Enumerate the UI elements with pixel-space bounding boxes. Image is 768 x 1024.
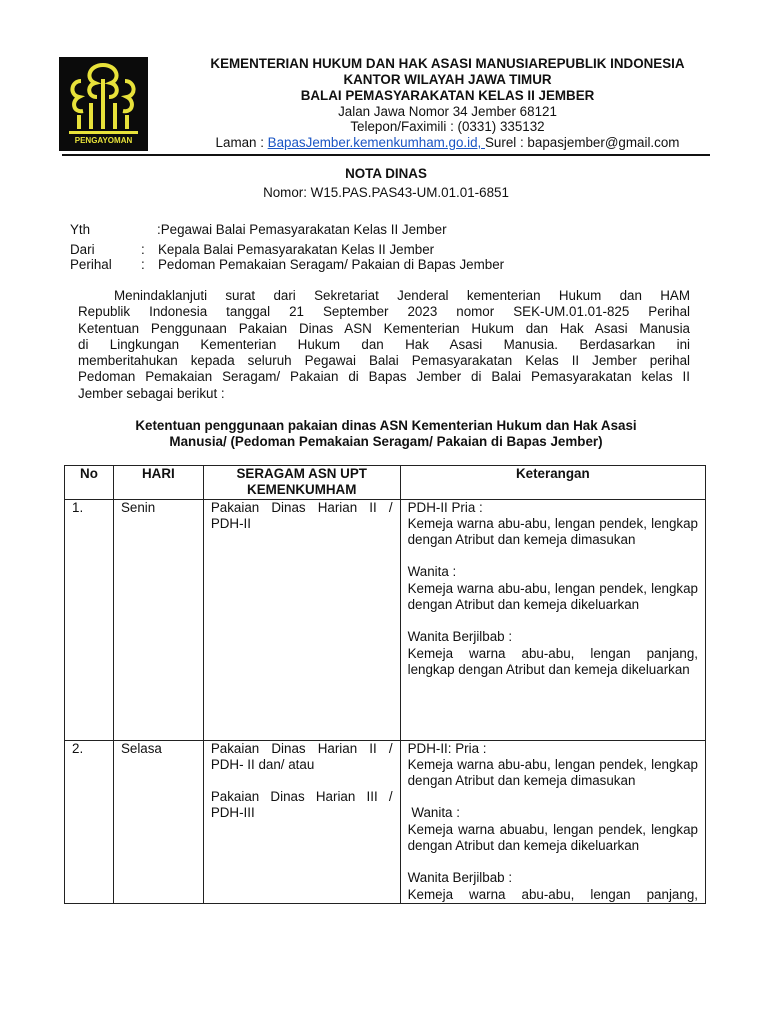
body-line: Pedoman Pemakaian Seragam/ Pakaian di Bapas Jember di Balai Pemasyarakatan kelas II xyxy=(78,369,690,385)
field-dari-sep: : xyxy=(141,242,145,257)
field-dari-value: Kepala Balai Pemasyarakatan Kelas II Jember xyxy=(158,242,435,257)
website-link[interactable]: BapasJember.kemenkumham.go.id, xyxy=(267,135,485,150)
header-keterangan: Keterangan xyxy=(400,466,705,500)
ket-text: Kemeja warna abu-abu, lengan pendek, lengkap dengan Atribut dan kemeja dimasukan xyxy=(407,515,698,548)
cell-hari: Senin xyxy=(113,499,203,740)
memo-title: NOTA DINAS xyxy=(345,166,427,181)
field-perihal-label: Perihal xyxy=(70,257,112,272)
web-label: Laman : xyxy=(215,135,268,150)
table-row xyxy=(65,499,706,740)
cell-no: 1. xyxy=(65,499,114,740)
agency-name: KEMENTERIAN HUKUM DAN HAK ASASI MANUSIAREPUBLIK INDONESIA xyxy=(210,56,685,71)
cell-no: 2. xyxy=(65,740,114,903)
ket-title: Wanita : xyxy=(407,564,457,580)
field-yth-label: Yth xyxy=(70,222,91,237)
body-line: di Lingkungan Kementerian Hukum dan Hak Asasi Manusia. Berdasarkan ini xyxy=(78,336,690,352)
header-no: No xyxy=(65,466,114,500)
body-line: memberitahukan kepada seluruh Pegawai Balai Pemasyarakatan Kelas II Jember perihal xyxy=(78,353,690,369)
ket-text: Kemeja warna abu-abu, lengan panjang, xyxy=(407,886,698,902)
pengayoman-logo xyxy=(59,57,148,151)
ket-title: Wanita : xyxy=(407,805,460,821)
cell-keterangan xyxy=(400,499,705,740)
letterhead-divider xyxy=(62,154,710,156)
ket-text: Kemeja warna abu-abu, lengan pendek, lengkap dengan Atribut dan kemeja dimasukan xyxy=(407,756,698,789)
seragam-text: Pakaian Dinas Harian II / PDH- II dan/ atau xyxy=(210,740,393,772)
uniform-table xyxy=(64,465,706,904)
regional-office: KANTOR WILAYAH JAWA TIMUR xyxy=(343,72,552,87)
body-paragraph xyxy=(78,288,690,402)
ket-text: Kemeja warna abu-abu, lengan panjang, lengkap dengan Atribut dan kemeja dikeluarkan xyxy=(407,645,698,677)
field-yth-value: :Pegawai Balai Pemasyarakatan Kelas II Jember xyxy=(157,222,447,237)
field-dari-label: Dari xyxy=(70,242,95,257)
ket-title: PDH-II: Pria : xyxy=(407,740,487,756)
section-title-line1: Ketentuan penggunaan pakaian dinas ASN Kementerian Hukum dan Hak Asasi xyxy=(135,418,637,433)
table-header-row xyxy=(65,466,706,500)
cell-seragam xyxy=(203,499,400,740)
body-line: Jember sebagai berikut : xyxy=(78,385,225,401)
field-perihal-sep: : xyxy=(141,257,145,272)
office-name: BALAI PEMASYARAKATAN KELAS II JEMBER xyxy=(300,88,595,103)
body-line: Republik Indonesia tanggal 21 September 2023 nomor SEK-UM.01.01-825 Perihal xyxy=(78,304,690,320)
ket-title: Wanita Berjilbab : xyxy=(407,629,513,645)
address: Jalan Jawa Nomor 34 Jember 68121 xyxy=(338,104,557,119)
table-row xyxy=(65,740,706,903)
cell-keterangan xyxy=(400,740,705,903)
memo-number: Nomor: W15.PAS.PAS43-UM.01.01-6851 xyxy=(263,185,509,200)
field-perihal-value: Pedoman Pemakaian Seragam/ Pakaian di Bapas Jember xyxy=(158,257,505,272)
seragam-text: Pakaian Dinas Harian III / PDH-III xyxy=(210,789,393,821)
body-line: Menindaklanjuti surat dari Sekretariat Jenderal kementerian Hukum dan HAM xyxy=(114,288,690,303)
section-title-line2: Manusia/ (Pedoman Pemakaian Seragam/ Pakaian di Bapas Jember) xyxy=(169,434,603,449)
ket-title: Wanita Berjilbab : xyxy=(407,870,513,886)
email-text: Surel : bapasjember@gmail.com xyxy=(485,135,680,150)
phone: Telepon/Faximili : (0331) 335132 xyxy=(350,119,545,134)
cell-hari: Selasa xyxy=(113,740,203,903)
ket-text: Kemeja warna abu-abu, lengan pendek, lengkap dengan Atribut dan kemeja dikeluarkan xyxy=(407,580,698,613)
ket-title: PDH-II Pria : xyxy=(407,499,483,515)
ket-text: Kemeja warna abuabu, lengan pendek, lengkap dengan Atribut dan kemeja dikeluarkan xyxy=(407,821,698,854)
contact-line xyxy=(150,135,745,151)
body-line: Ketentuan Penggunaan Pakaian Dinas ASN Kementerian Hukum dan Hak Asasi Manusia xyxy=(78,320,690,336)
header-seragam: SERAGAM ASN UPT KEMENKUMHAM xyxy=(203,466,400,500)
logo-caption: PENGAYOMAN xyxy=(74,136,133,145)
seragam-text: Pakaian Dinas Harian II / PDH-II xyxy=(210,499,393,531)
cell-seragam xyxy=(203,740,400,903)
header-hari: HARI xyxy=(113,466,203,500)
